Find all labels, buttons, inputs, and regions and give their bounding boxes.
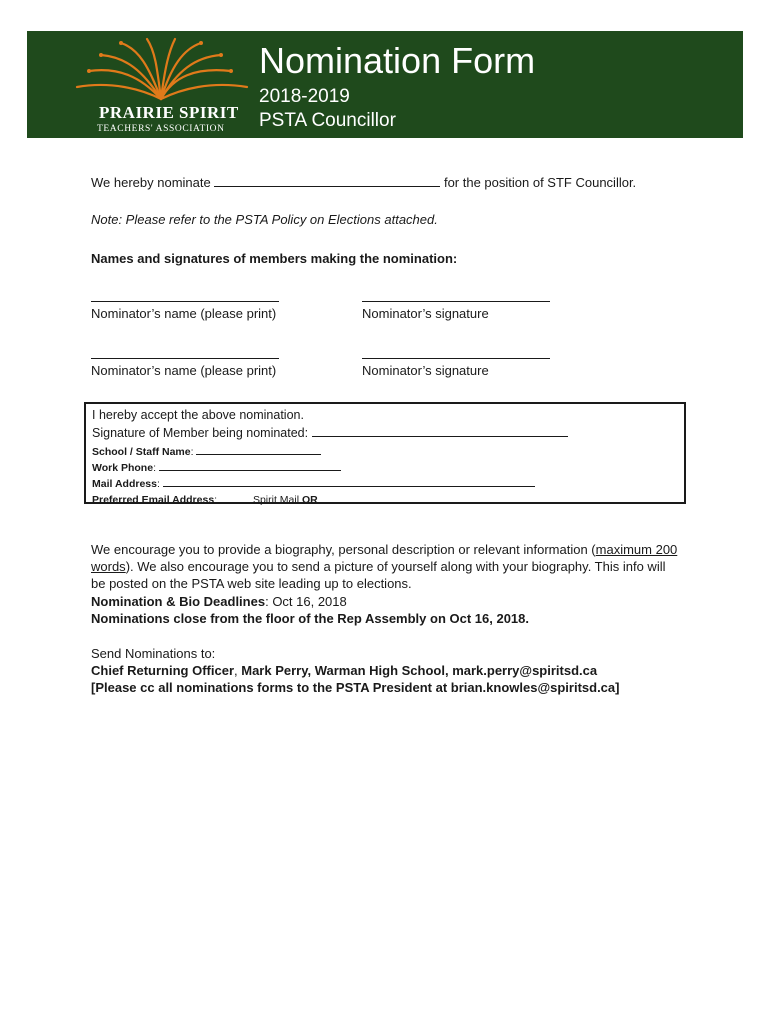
or-label: OR <box>301 494 318 506</box>
bio-line-1 <box>91 542 677 557</box>
deadline-value: Oct 16, 2018 <box>272 594 347 609</box>
nominee-blank[interactable] <box>214 174 440 187</box>
nominate-line <box>91 174 636 190</box>
cro-row: Chief Returning Officer, Mark Perry, Warman High School, mark.perry@spiritsd.ca <box>91 663 598 678</box>
acceptance-box <box>84 402 686 504</box>
cro-label: Chief Returning Officer <box>91 663 235 678</box>
email-row: Preferred Email Address: Spirit Mail OR <box>92 492 527 506</box>
nominee-signature-label: Signature of Member being nominated: <box>92 426 309 440</box>
bio-line-2 <box>91 559 665 574</box>
phone-blank[interactable] <box>159 460 341 471</box>
bio-words: words <box>91 559 126 574</box>
header-banner <box>27 31 743 138</box>
phone-label: Work Phone <box>92 462 154 474</box>
nominator-2-name-line[interactable] <box>91 358 279 359</box>
school-row: School / Staff Name: <box>92 444 321 458</box>
nominator-2-signature-label: Nominator’s signature <box>362 363 489 378</box>
cro-value: Mark Perry, Warman High School, mark.perry@spiritsd.ca <box>241 663 598 678</box>
email-blank[interactable] <box>321 492 527 503</box>
nominator-1-name-line[interactable] <box>91 301 279 302</box>
deadline-row: Nomination & Bio Deadlines: Oct 16, 2018 <box>91 594 347 609</box>
names-heading: Names and signatures of members making the nomination: <box>91 251 458 266</box>
mail-blank[interactable] <box>163 476 535 487</box>
phone-row: Work Phone: <box>92 460 341 474</box>
accept-line: I hereby accept the above nomination. <box>92 408 304 422</box>
bio-max: maximum 200 <box>595 542 678 557</box>
deadline-label: Nomination & Bio Deadlines <box>91 594 266 609</box>
mail-row: Mail Address: <box>92 476 535 490</box>
bio-line-3: be posted on the PSTA web site leading up to elections. <box>91 576 412 591</box>
school-label: School / Staff Name <box>92 446 191 458</box>
nominee-signature-blank[interactable] <box>312 425 568 437</box>
logo-name: PRAIRIE SPIRIT <box>99 103 239 122</box>
bio-text-1: We encourage you to provide a biography, personal description or relevant information ( <box>91 542 596 557</box>
policy-note: Note: Please refer to the PSTA Policy on Elections attached. <box>91 212 438 227</box>
bio-text-2: ). We also encourage you to send a picture of yourself along with your biography. This info will <box>125 559 666 574</box>
nominator-2-signature-line[interactable] <box>362 358 550 359</box>
cc-note: [Please cc all nominations forms to the PSTA President at brian.knowles@spiritsd.ca] <box>91 680 620 695</box>
form-year: 2018-2019 <box>259 86 350 107</box>
spirit-mail-label: Spirit Mail <box>252 494 300 506</box>
form-role: PSTA Councillor <box>259 110 396 131</box>
psta-logo <box>71 37 251 133</box>
close-note: Nominations close from the floor of the Rep Assembly on Oct 16, 2018. <box>91 611 530 626</box>
email-label: Preferred Email Address <box>92 494 215 506</box>
nominator-1-name-label: Nominator’s name (please print) <box>91 306 277 321</box>
nominate-suffix: for the position of STF Councillor. <box>443 175 637 190</box>
mail-label: Mail Address <box>92 478 157 490</box>
nominator-1-signature-line[interactable] <box>362 301 550 302</box>
nominate-prefix: We hereby nominate <box>91 175 211 190</box>
send-to: Send Nominations to: <box>91 646 216 661</box>
form-title: Nomination Form <box>259 40 536 81</box>
nominee-signature-row <box>92 425 568 440</box>
nominator-1-signature-label: Nominator’s signature <box>362 306 489 321</box>
spirit-mail-blank[interactable] <box>220 492 250 503</box>
school-blank[interactable] <box>196 444 321 455</box>
open-book-icon <box>71 37 251 107</box>
logo-subtitle: TEACHERS' ASSOCIATION <box>97 124 225 134</box>
nominator-2-name-label: Nominator’s name (please print) <box>91 363 277 378</box>
